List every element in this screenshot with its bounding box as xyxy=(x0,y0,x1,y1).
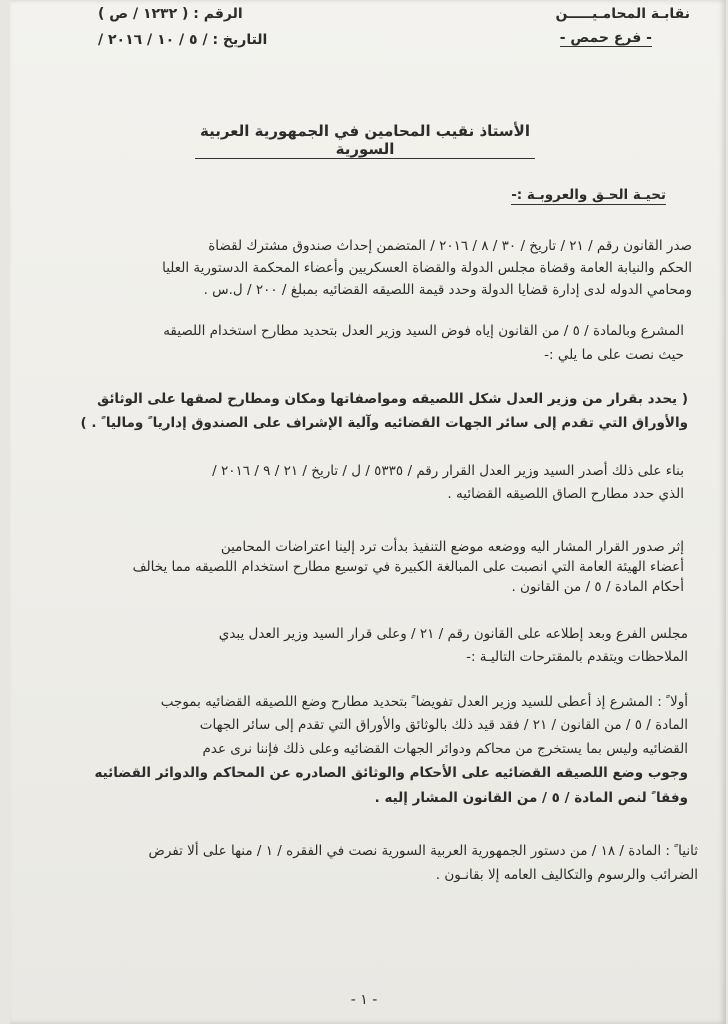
paragraph-3-line-2: والأوراق التي تقدم إلى سائر الجهات القضائيه وآلية الإشراف على الصندوق إداريا ً وماليا ً . ) xyxy=(80,415,688,431)
paragraph-7-line-2: المادة / ٥ / من القانون / ٢١ / فقد قيد ذلك بالوثائق والأوراق التي تقدم إلى سائر الجهات xyxy=(199,717,688,733)
paragraph-7-line-1: أولا ً : المشرع إذ أعطى للسيد وزير العدل تفويضا ً بتحديد مطارح وضع اللصيقه القضائيه بموجب xyxy=(160,694,688,710)
paragraph-4-line-2: الذي حدد مطارح الصاق اللصيقه القضائيه . xyxy=(447,486,684,502)
paragraph-1-line-2: الحكم والنيابة العامة وقضاة مجلس الدولة والقضاة العسكريين وأعضاء المحكمة الدستورية العليا xyxy=(162,260,692,276)
paragraph-8-line-2: الضرائب والرسوم والتكاليف العامه إلا بقانـون . xyxy=(435,867,698,883)
paragraph-7-line-4: وجوب وضع اللصيقه القضائيه على الأحكام والوثائق الصادره عن المحاكم والدوائر القضائيه xyxy=(94,765,688,781)
paragraph-2-line-2: حيث نصت على ما يلي :- xyxy=(544,347,684,363)
paragraph-7-line-5: وفقا ً لنص المادة / ٥ / من القانون المشار إليه . xyxy=(374,790,688,806)
paragraph-7-line-3: القضائيه وليس بما يستخرج من محاكم ودوائر الجهات القضائيه وعلى ذلك فإننا نرى عدم xyxy=(202,741,688,757)
paragraph-4-line-1: بناء على ذلك أصدر السيد وزير العدل القرار رقم / ٥٣٣٥ / ل / تاريخ / ٢١ / ٩ / ٢٠١٦ / xyxy=(212,463,684,479)
paragraph-1-line-1: صدر القانون رقم / ٢١ / تاريخ / ٣٠ / ٨ / ٢٠١٦ / المتضمن إحداث صندوق مشترك لقضاة xyxy=(208,238,692,254)
page-number: - ١ - xyxy=(350,992,378,1008)
greeting: تحيـة الحـق والعروبـة :- xyxy=(511,187,666,203)
paragraph-6-line-2: الملاحظات ويتقدم بالمقترحات التاليـة :- xyxy=(466,649,688,665)
paragraph-8-line-1: ثانيا ً : المادة / ١٨ / من دستور الجمهورية العربية السورية نصت في الفقره / ١ / منها على ألا تفرض xyxy=(148,843,698,859)
addressee-title: الأستاذ نقيب المحامين في الجمهورية العربية السورية xyxy=(195,122,535,159)
paragraph-1-line-3: ومحامي الدوله لدى إدارة قضايا الدولة وحدد قيمة اللصيقه القضائيه بمبلغ / ٢٠٠ / ل.س . xyxy=(203,282,692,298)
paragraph-5-line-2: أعضاء الهيئة العامة التي انصبت على المبالغة الكبيرة في توسيع مطارح استخدام اللصيقه مما يخالف xyxy=(132,559,684,575)
letter-date: التاريخ : / ٥ / ١٠ / ٢٠١٦ / xyxy=(98,32,268,48)
paragraph-2-line-1: المشرع وبالمادة / ٥ / من القانون إياه فوض السيد وزير العدل بتحديد مطارح استخدام اللصيقه xyxy=(163,323,684,339)
paragraph-3-line-1: ( يحدد بقرار من وزير العدل شكل اللصيقه ومواصفاتها ومكان ومطارح لصقها على الوثائق xyxy=(97,391,688,407)
paragraph-6-line-1: مجلس الفرع وبعد إطلاعه على القانون رقم / ٢١ / وعلى قرار السيد وزير العدل يبدي xyxy=(218,626,688,642)
org-name: نقابـة المحامـيـــــن xyxy=(555,6,690,22)
paragraph-5-line-1: إثر صدور القرار المشار اليه ووضعه موضع التنفيذ بدأت ترد إلينا اعتراضات المحامين xyxy=(220,539,684,555)
paragraph-5-line-3: أحكام المادة / ٥ / من القانون . xyxy=(511,579,684,595)
branch-name: - فرع حمص - xyxy=(559,30,652,46)
reference-number: الرقم : ( ١٢٣٢ / ص ) xyxy=(98,6,243,22)
